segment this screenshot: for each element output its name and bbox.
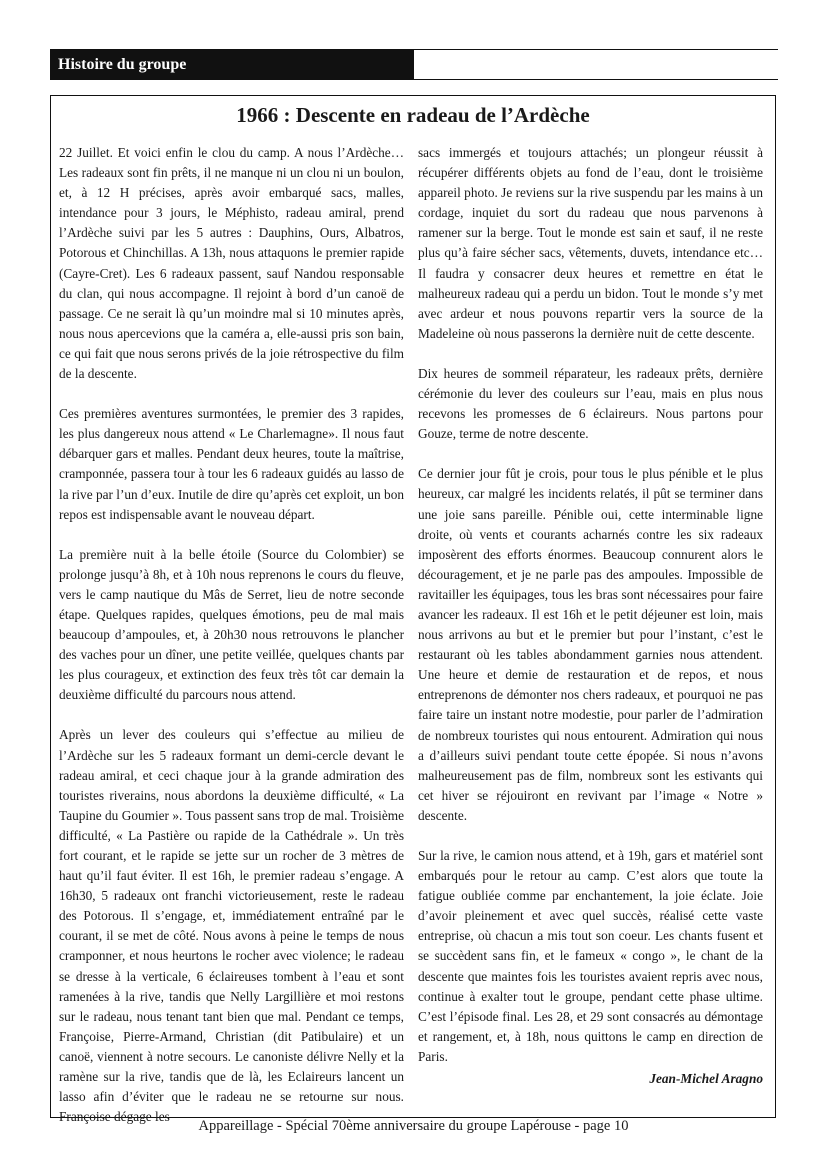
section-header: Histoire du groupe (50, 49, 414, 80)
right-column (418, 143, 763, 1089)
paragraph: Dix heures de sommeil réparateur, les radeaux prêts, dernière cérémonie du lever des couleurs sur l’eau, mais en plus nous recevons les promesses de 6 éclaireurs. Nous partons pour Gouze, terme de notre descente. (418, 365, 763, 442)
paragraph: La première nuit à la belle étoile (Source du Colombier) se prolonge jusqu’à 8h, et à 10h nous reprenons le cours du fleuve, vers le camp nautique du Mâs de Serret, lieu de notre seconde étape. Quelques rapides, quelques émotions, peu de mal mais beaucoup d’ampoules, et, à 20h30 nous retrouvons le plancher des vaches pour un dîner, une petite veillée, quelques chants par les plus courageux, et extinction des feux très tôt car demain la deuxième difficulté du parcours nous attend. (59, 546, 404, 703)
paragraph: Ce dernier jour fût je crois, pour tous le plus pénible et le plus heureux, car malgré les incidents relatés, il pût se terminer dans une joie sans pareille. Pénible oui, cette interminable ligne droite, où vents et courants acharnés contre les six radeaux imposèrent des efforts énormes. Beaucoup connurent alors le découragement, et je ne parle pas des ampoules. Impossible de ravitailler les équipages, tous les bras sont nécessaires pour faire avancer les radeaux. Il est 16h et le petit déjeuner est loin, mais nous arrivons au but et le premier but pour l’instant, c’est le restaurant où les tables abondamment garnies nous attendent. Une heure et demie de restauration et de repos, et nous entreprenons de démonter nos chers radeaux, et pourquoi ne pas faire taire un instant notre modestie, pour parler de l’admiration de nombreux touristes qui nous entourent. Admiration qui nous a d’ailleurs suivi pendant toute cette épopée. Si nous n’avons malheureusement pas de film, nombreux sont les estivants qui cet hiver se réjouiront en revivant par l’image « Notre » descente. (418, 466, 763, 823)
paragraph: Sur la rive, le camion nous attend, et à 19h, gars et matériel sont embarqués pour le retour au camp. C’est alors que toute la fatigue oubliée comme par enchantement, la joie éclate. Joie d’avoir pleinement et avec quel succès, réalisé cette vaste entreprise, où chacun a mis tout son coeur. Les chants fusent et se succèdent sans fin, et le fameux « congo », le chant de la descente que maintes fois les touristes avaient repris avec nous, continue à exalter tout le groupe, pendant cette phase ultime. C’est l’épisode final. Les 28, et 29 sont consacrés au démontage et rangement, et, à 18h, nous quittons le camp en direction de Paris. (418, 848, 763, 1064)
paragraph: 22 Juillet. Et voici enfin le clou du camp. A nous l’Ardèche… Les radeaux sont fin prêts, il ne manque ni un clou ni un boulon, et, à 12 H précises, après avoir embarqué sacs, malles, intendance pour 3 jours, le Méphisto, radeau amiral, prend l’Ardèche suivi par les 5 autres : Dauphins, Ours, Albatros, Potorous et Chinchillas. A 13h, nous attaquons le premier rapide (Cayre-Cret). Les 6 radeaux passent, sauf Nandou responsable du clan, qui nous accompagne. Il rejoint à bord d’un canoë de passage. Ce ne serait là qu’un moindre mal si 10 minutes après, nous nous apercevions que la caméra a, elle-aussi pris son bain, ce qui fait que nous serons privés de la joie rétrospective du film de la descente. (59, 145, 404, 382)
paragraph: Après un lever des couleurs qui s’effectue au milieu de l’Ardèche sur les 5 radeaux formant un demi-cercle devant le radeau amiral, et ceci chaque jour à la grande admiration des touristes riverains, nous abordons la deuxième difficulté, « La Taupine du Goumier ». Tous passent sans trop de mal. Troisième difficulté, « La Pastière ou rapide de la Cathédrale ». Un très fort courant, et le rapide se jette sur un rocher de 3 mètres de haut qu’il faut éviter. Il est 16h, le premier radeau s’engage. A 16h30, 5 radeaux ont franchi victorieusement, reste le radeau des Potorous. Il s’engage, et, immédiatement entraîné par le courant, il se met de côté. Nous avons à peine le temps de nous cramponner, et nous heurtons le rocher avec violence; le radeau se dresse à la verticale, 6 éclaireuses tombent à l’eau et sont ramenées à la rive, tandis que Nelly Largillière et moi restons sur le radeau, nous tenant tant bien que mal. Pendant ce temps, Françoise, Pierre-Armand, Christian (dit Patibulaire) et un canoë, viennent à notre secours. Le canoniste délivre Nelly et la ramène sur la rive, tandis que de là, les Eclaireurs lancent un lasso afin d’éviter que le radeau ne se retourne sur nous. Françoise dégage les (59, 727, 404, 1125)
left-column (59, 143, 404, 1127)
paragraph: Ces premières aventures surmontées, le premier des 3 rapides, les plus dangereux nous attend « Le Charlemagne». Il nous faut débarquer gars et malles. Pendant deux heures, toute la maîtrise, cramponnée, passera tour à tour les 6 radeaux guidés au lasso de la rive par l’un d’eux. Inutile de dire qu’après cet exploit, un bon repos est indispensable avant le nouveau départ. (59, 406, 404, 522)
author-signature: Jean-Michel Aragno (649, 1071, 763, 1087)
header-rule-top (414, 49, 778, 50)
paragraph: sacs immergés et toujours attachés; un plongeur réussit à récupérer différents objets au fond de l’eau, dont le troisième appareil photo. Je reviens sur la rive suspendu par les mains à un cordage, inquiet du sort du radeau que nous parvenons à ramener sur la berge. Tout le monde est sain et sauf, il ne reste plus qu’à faire sécher sacs, vêtements, duvets, intendance etc… Il faudra y consacrer deux heures et remettre en état le malheureux radeau qui a perdu un bidon. Tout le monde s’y met avec ardeur et nous pouvons repartir vers la source de la Madeleine où nous passerons la dernière nuit de cette descente. (418, 145, 763, 341)
header-rule-bottom (414, 79, 778, 80)
article-title: 1966 : Descente en radeau de l’Ardèche (236, 103, 590, 127)
page-footer: Appareillage - Spécial 70ème anniversaire du groupe Lapérouse - page 10 (198, 1118, 629, 1134)
